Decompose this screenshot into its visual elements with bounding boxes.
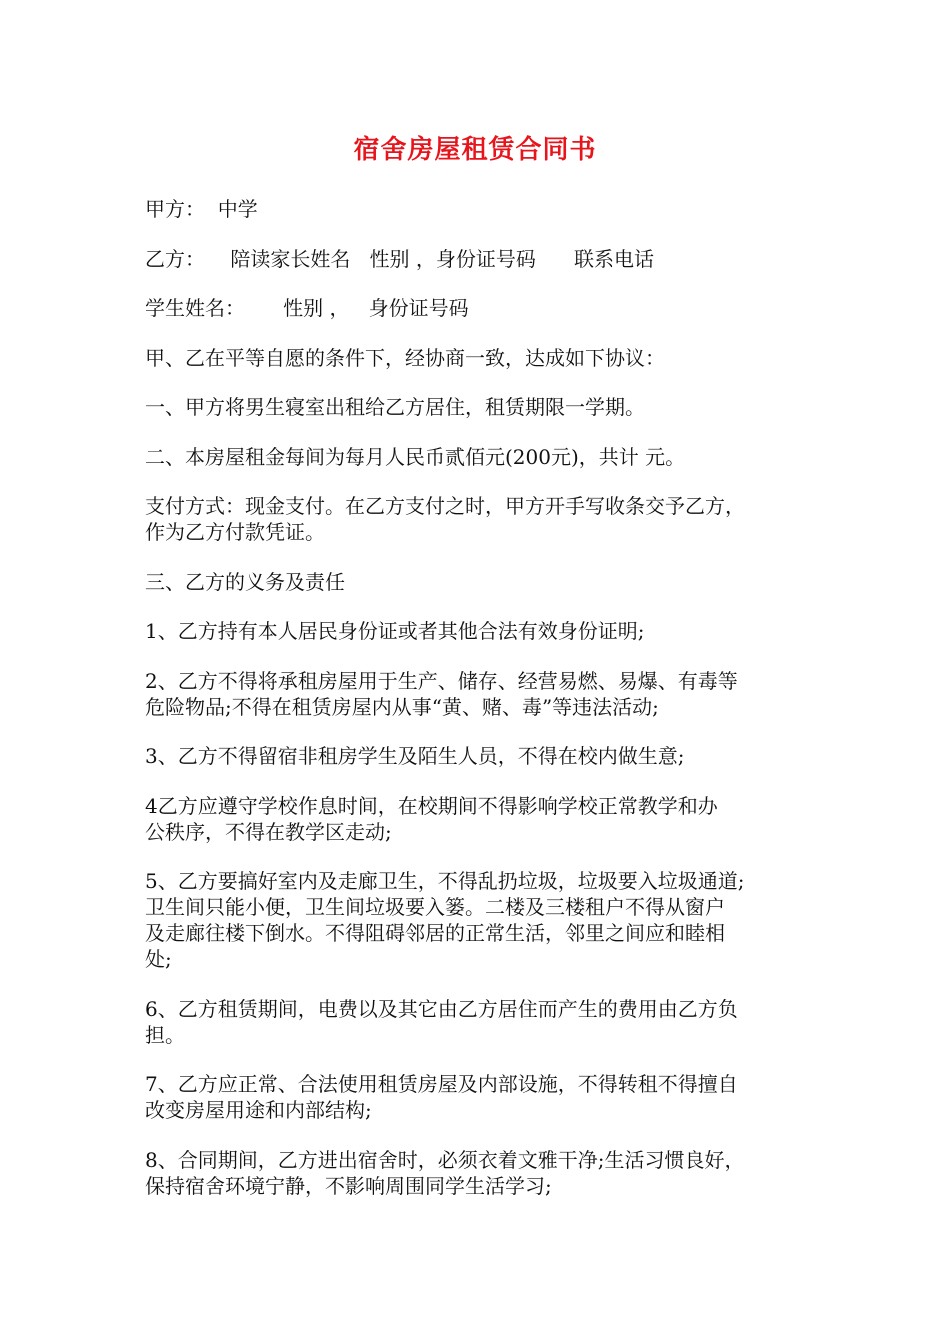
paragraph-duty-7: 7、乙方应正常、合法使用租赁房屋及内部设施，不得转租不得擅自 改变房屋用途和内部结构; [145,1072,738,1122]
paragraph-clause-2: 二、本房屋租金每间为每月人民币贰佰元(200元)，共计 元。 [145,444,686,469]
document-title: 宿舍房屋租赁合同书 [353,135,597,165]
paragraph-party-a: 甲方： 中学 [145,197,258,221]
paragraph-duty-6: 6、乙方租赁期间，电费以及其它由乙方居住而产生的费用由乙方负 担。 [145,996,738,1047]
paragraph-duty-5: 5、乙方要搞好室内及走廊卫生，不得乱扔垃圾，垃圾要入垃圾通道; 卫生间只能小便，卫生间垃圾要入篓。二楼及三楼租户不得从窗户 及走廊往楼下倒水。不得阻碍邻居的正常生活，邻里之间应和睦相 处; [145,869,745,971]
paragraph-duty-4: 4乙方应遵守学校作息时间，在校期间不得影响学校正常教学和办 公秩序，不得在教学区走动; [145,793,718,844]
paragraph-student: 学生姓名： 性别 ， 身份证号码 [145,296,469,320]
paragraph-party-b: 乙方： 陪读家长姓名 性别 ，身份证号码 联系电话 [145,246,655,271]
paragraph-clause-1: 一、甲方将男生寝室出租给乙方居住，租赁期限一学期。 [145,395,645,419]
paragraph-agreement-intro: 甲、乙在平等自愿的条件下，经协商一致，达成如下协议： [145,345,665,370]
paragraph-duty-1: 1、乙方持有本人居民身份证或者其他合法有效身份证明; [145,619,645,643]
paragraph-clause-3-heading: 三、乙方的义务及责任 [145,569,345,594]
paragraph-duty-8: 8、合同期间，乙方进出宿舍时，必须衣着文雅干净;生活习惯良好， 保持宿舍环境宁静，不影响周围同学生活学习; [145,1147,745,1198]
document-body [145,196,835,1222]
paragraph-duty-3: 3、乙方不得留宿非租房学生及陌生人员，不得在校内做生意; [145,744,685,768]
paragraph-duty-2: 2、乙方不得将承租房屋用于生产、储存、经营易燃、易爆、有毒等 危险物品;不得在租赁房屋内从事“黄、赌、毒”等违法活动; [145,668,738,719]
paragraph-payment-method: 支付方式：现金支付。在乙方支付之时，甲方开手写收条交予乙方， 作为乙方付款凭证。 [145,494,745,544]
